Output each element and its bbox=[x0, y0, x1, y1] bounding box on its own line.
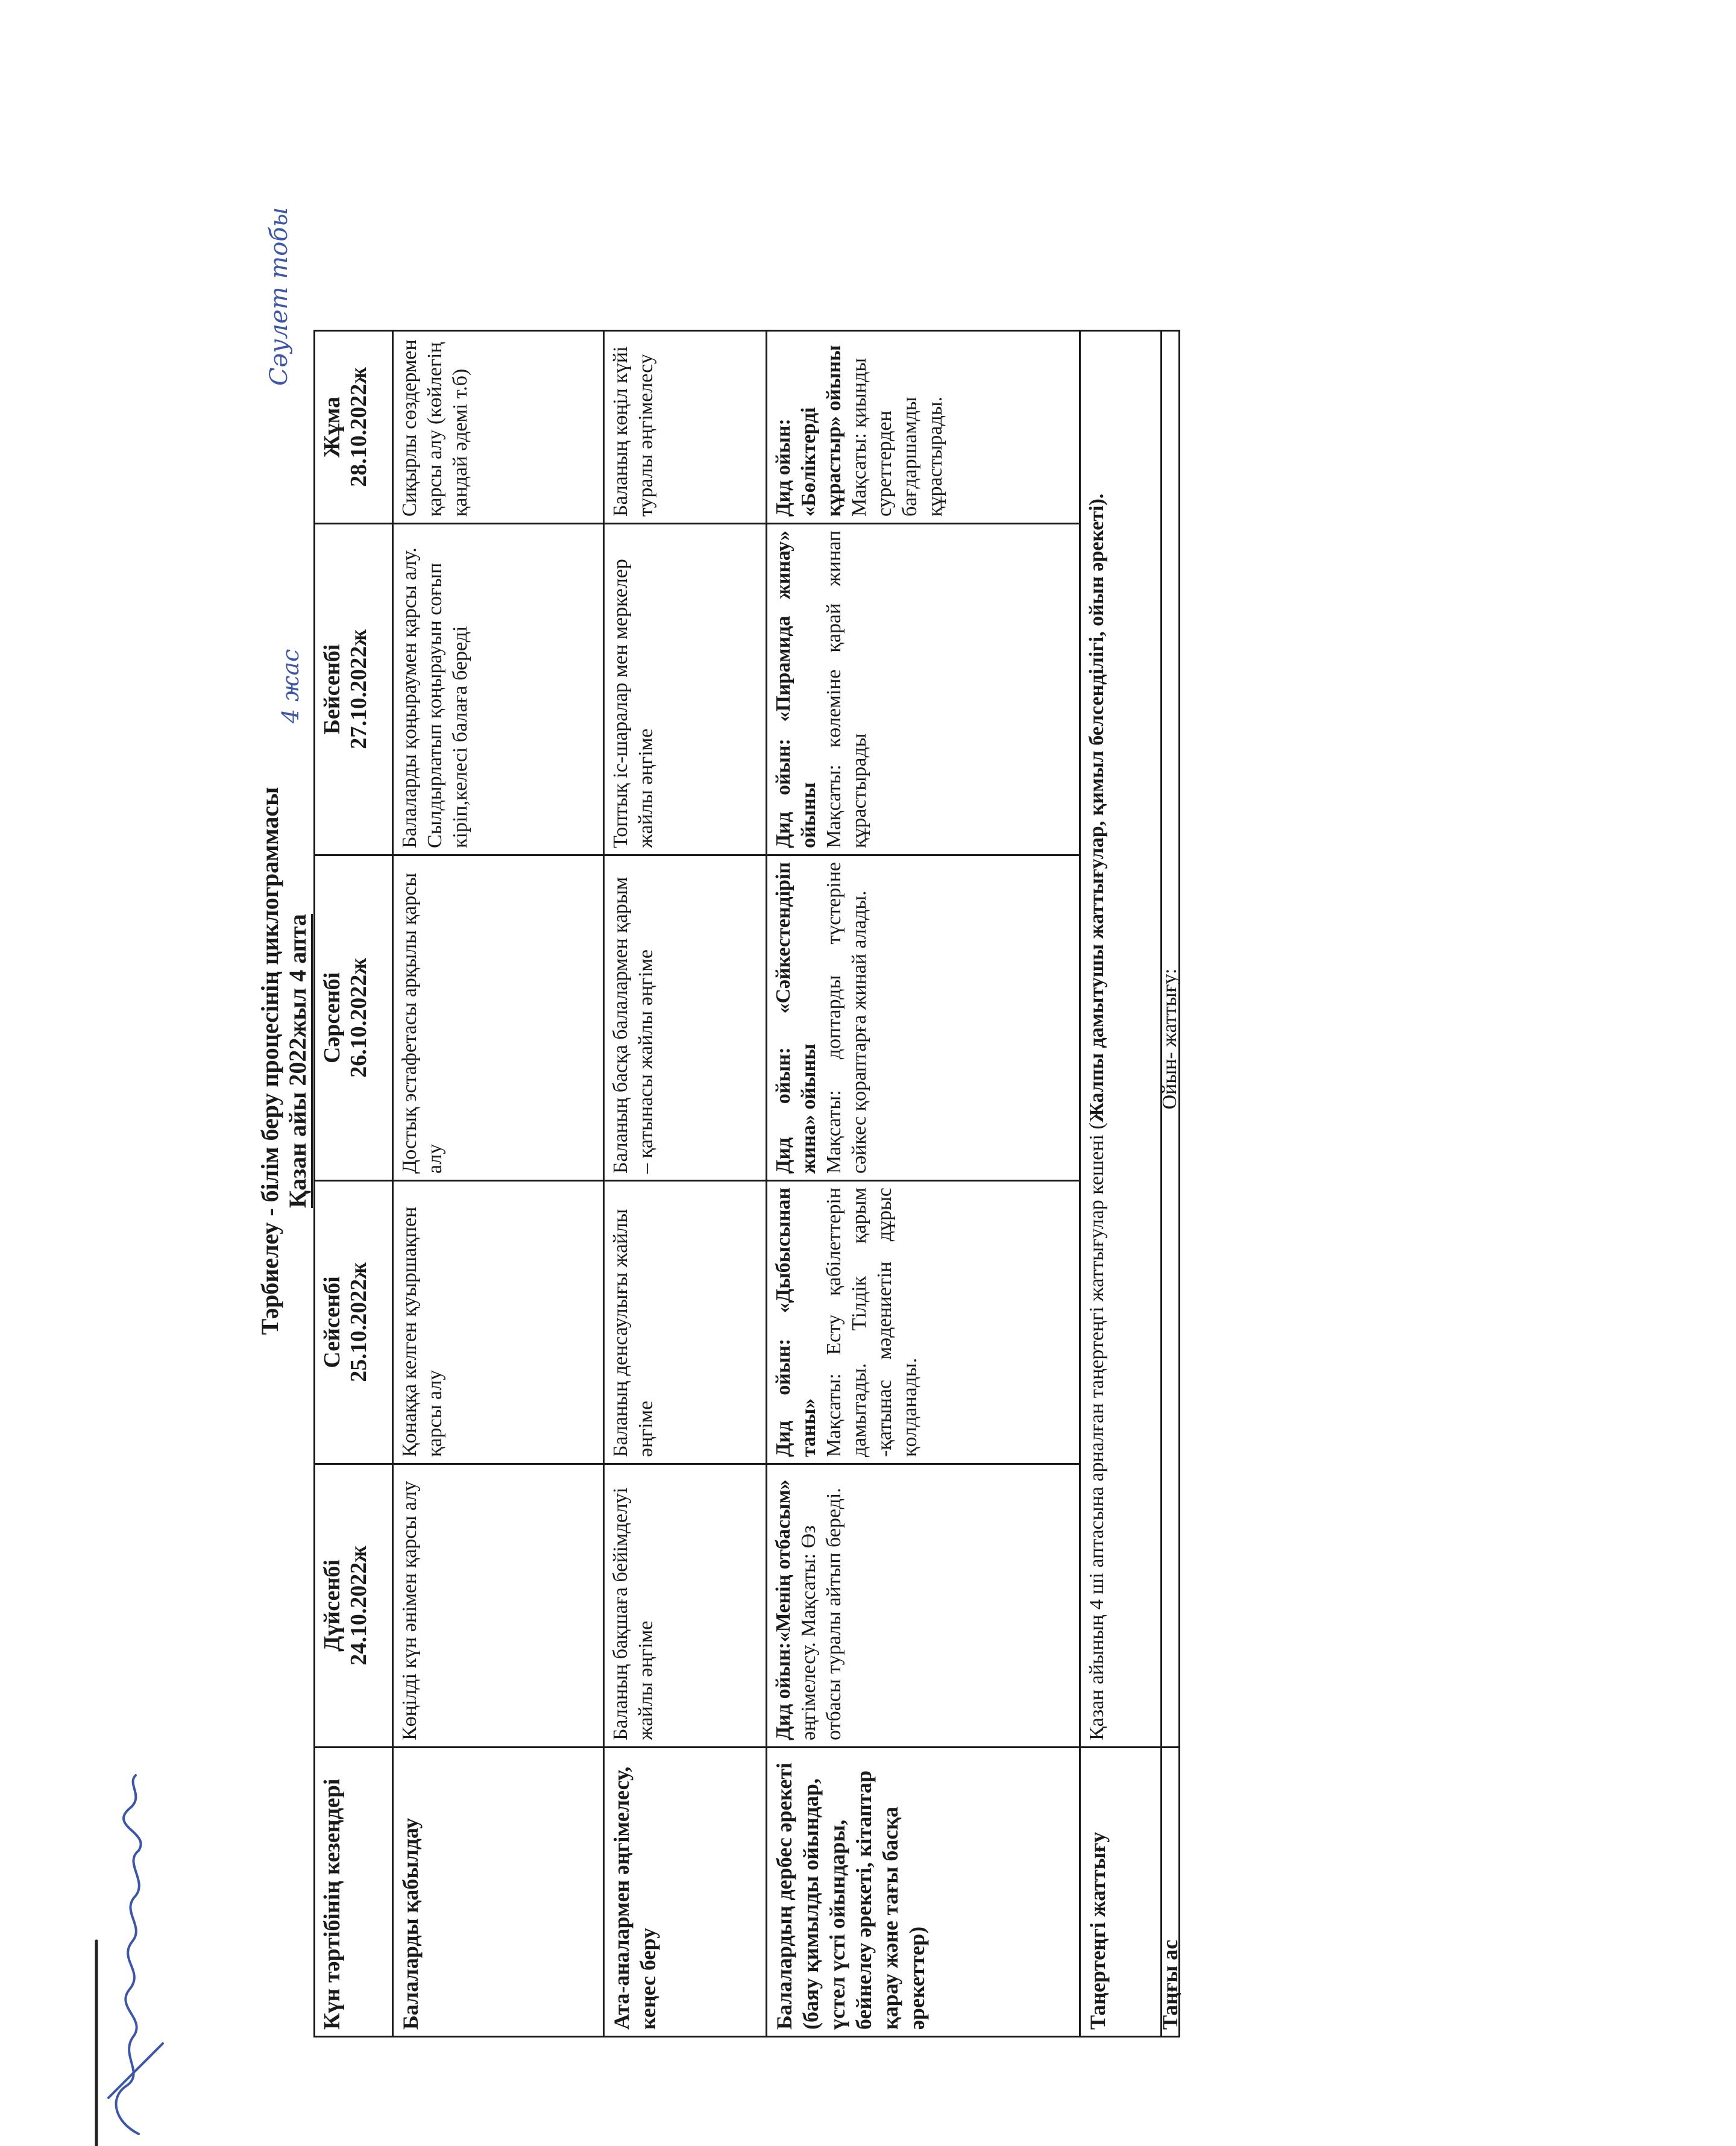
header-day-tuesday: Сейсенбі 25.10.2022ж bbox=[315, 1180, 394, 1463]
parents-monday: Баланың бақшаға бейімделуі жайлы әңгіме bbox=[605, 1463, 767, 1746]
handwritten-age-note: 4 жас bbox=[277, 649, 304, 723]
reception-thursday: Балаларды қоңыраумен қарсы алу. Сылдырлатып қоңырауын соғып кіріп,келесі балаға береді bbox=[394, 523, 605, 854]
header-day-monday: Дүйсенбі 24.10.2022ж bbox=[315, 1463, 394, 1746]
signature bbox=[72, 1760, 175, 2146]
header-day-wednesday: Сәрсенбі 26.10.2022ж bbox=[315, 854, 394, 1180]
row-label-reception: Балаларды қабылдау bbox=[394, 1746, 605, 2036]
schedule-table bbox=[313, 330, 1180, 2037]
header-period: Күн тәртібінің кезеңдері bbox=[315, 1746, 394, 2036]
reception-wednesday: Достық эстафетасы арқылы қарсы алу bbox=[394, 854, 605, 1180]
independent-thursday: Дид ойын: «Пирамида жинау» ойыны Мақсаты: көлеміне қарай жинап құрастырады bbox=[767, 523, 1081, 854]
header-day-friday: Жұма 28.10.2022ж bbox=[315, 330, 394, 523]
reception-friday: Сиқырлы сөздермен қарсы алу (көйлегің қандай әдемі т.б) bbox=[394, 330, 605, 523]
reception-tuesday: Қонаққа келген қуыршақпен қарсы алу bbox=[394, 1180, 605, 1463]
handwritten-group-note: Сәулет тобы bbox=[265, 207, 293, 386]
reception-monday: Көңілді күн әнімен қарсы алу bbox=[394, 1463, 605, 1746]
morning-exercise-text: Қазан айының 4 ші аптасына арналған таңертеңгі жаттығулар кешені (Жалпы дамытушы жаттығулар, қимыл белсенділігі, ойын әрекеті). bbox=[1081, 330, 1162, 1746]
row-label-independent-activity: Балалардың дербес әрекеті (баяу қимылды ойындар, үстел үсті ойындары, бейнелеу әрекеті, кітаптар қарау және тағы басқа әрекеттер) bbox=[767, 1746, 1081, 2036]
page-subtitle: Қазан айы 2022жыл 4 апта bbox=[284, 84, 312, 2037]
parents-wednesday: Баланың басқа балалармен қарым – қатынасы жайлы әңгіме bbox=[605, 854, 767, 1180]
independent-wednesday: Дид ойын: «Сәйкестендіріп жина» ойыны Мақсаты: доптарды түстеріне сәйкес қораптарға жинай алады. bbox=[767, 854, 1081, 1180]
independent-monday: Дид ойын:«Менің отбасым» әңгімелесу. Мақсаты: Өз отбасы туралы айтып береді. bbox=[767, 1463, 1081, 1746]
row-label-morning-exercise: Таңертеңгі жаттығу bbox=[1081, 1746, 1162, 2036]
independent-tuesday: Дид ойын: «Дыбысынан таны» Мақсаты: Есту қабілеттерін дамытады. Тілдік қарым -қатынас мәдениетін дұрыс қолданады. bbox=[767, 1180, 1081, 1463]
row-label-parents: Ата-аналармен әңгімелесу, кеңес беру bbox=[605, 1746, 767, 2036]
parents-tuesday: Баланың денсаулығы жайлы әңгіме bbox=[605, 1180, 767, 1463]
parents-friday: Баланың көңіл күйі туралы әңгімелесу bbox=[605, 330, 767, 523]
page-title: Тәрбиелеу - білім беру процесінің циклограммасы bbox=[256, 787, 283, 1335]
independent-friday: Дид ойын: «Бөліктерді құрастыр» ойыны Мақсаты: қиынды суреттерден бағдаршамды құрастырады. bbox=[767, 330, 1081, 523]
breakfast-text: Ойын- жаттығу: bbox=[1162, 330, 1180, 1746]
row-label-breakfast: Таңғы ас bbox=[1162, 1746, 1180, 2036]
cyclogram-sheet bbox=[241, 84, 1736, 2037]
parents-thursday: Топтық іс-шаралар мен меркелер жайлы әңгіме bbox=[605, 523, 767, 854]
header-day-thursday: Бейсенбі 27.10.2022ж bbox=[315, 523, 394, 854]
